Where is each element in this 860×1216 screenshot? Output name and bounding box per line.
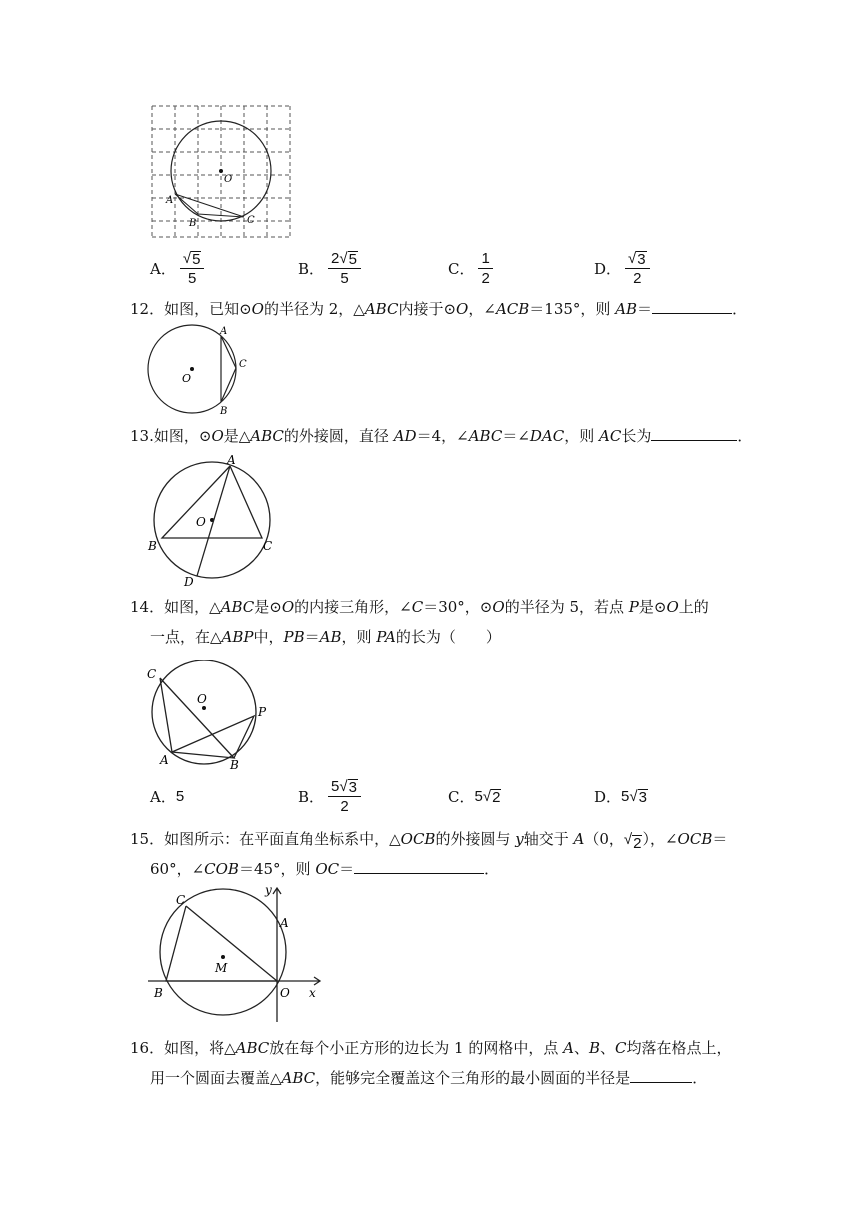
q15-label-O: O xyxy=(280,986,290,1000)
q14-label-B: B xyxy=(230,758,239,772)
q11-option-a[interactable] xyxy=(150,250,204,287)
q15-label-B: B xyxy=(154,986,163,1000)
q15-answer-blank[interactable] xyxy=(354,859,484,874)
q14-stem-line2: 一点，在△ABP中，PB＝AB，则 PA的长为（ ） xyxy=(150,628,501,646)
q11-option-b[interactable] xyxy=(298,250,361,287)
q14-option-b[interactable] xyxy=(298,778,361,815)
q14-option-b-frac: 5 √ 3 2 xyxy=(328,778,361,815)
q11-option-b-frac: 2 √ 5 5 xyxy=(328,250,361,287)
q14-label-C: C xyxy=(147,667,157,681)
q13-label-D: D xyxy=(184,575,194,589)
q15-label-M: M xyxy=(215,961,228,975)
q14-option-a-letter: A． xyxy=(150,788,176,806)
q15-label-A: A xyxy=(280,916,289,930)
q15-stem-line2: 60°，∠COB＝45°，则 OC＝ ． xyxy=(150,860,500,878)
q15-label-C: C xyxy=(176,893,186,907)
q13-stem: 13.如图，⊙O是△ABC的外接圆，直径 AD＝4，∠ABC＝∠DAC，则 AC长为 ． xyxy=(130,427,753,445)
q11-label-A: A xyxy=(166,195,174,206)
q16-stem-line2: 用一个圆面去覆盖△ABC，能够完全覆盖这个三角形的最小圆面的半径是 ． xyxy=(150,1069,708,1087)
q16-answer-blank[interactable] xyxy=(630,1068,692,1083)
q14-label-P: P xyxy=(258,705,267,719)
q11-option-b-letter: B． xyxy=(298,260,325,278)
q11-option-d[interactable] xyxy=(594,250,650,287)
q11-option-a-frac: √ 5 5 xyxy=(180,250,205,287)
q13-label-O: O xyxy=(196,515,206,529)
q14-option-a[interactable] xyxy=(150,786,184,807)
q15-stem-line1: 15．如图所示：在平面直角坐标系中，△OCB的外接圆与 y轴交于 A（0， √ 2 ），∠OCB＝ xyxy=(130,830,728,852)
q13-figure xyxy=(142,450,282,590)
q13-label-A: A xyxy=(227,453,236,467)
q12-label-A: A xyxy=(220,326,228,337)
q15-label-y: y xyxy=(265,883,272,897)
q13-label-C: C xyxy=(263,539,273,553)
q13-answer-blank[interactable] xyxy=(651,426,737,441)
q12-figure xyxy=(146,322,256,418)
q14-figure xyxy=(142,660,282,772)
q14-stem-line1: 14．如图，△ABC是⊙O的内接三角形，∠C＝30°，⊙O的半径为 5，若点 P是⊙O上的 xyxy=(130,598,709,616)
q11-label-O: O xyxy=(224,174,233,185)
q12-label-B: B xyxy=(220,406,228,417)
q14-label-A: A xyxy=(160,753,169,767)
q12-answer-blank[interactable] xyxy=(652,299,732,314)
q11-option-d-letter: D． xyxy=(594,260,622,278)
q11-option-d-frac: √ 3 2 xyxy=(625,250,650,287)
q12-stem: 12．如图，已知⊙O的半径为 2，△ABC内接于⊙O，∠ACB＝135°，则 AB＝ ． xyxy=(130,300,748,318)
q13-label-B: B xyxy=(148,539,157,553)
q12-label-C: C xyxy=(239,359,247,370)
q11-grid-figure xyxy=(146,100,296,240)
q11-option-c[interactable] xyxy=(448,250,493,287)
q12-label-O: O xyxy=(182,372,192,385)
q15-label-x: x xyxy=(309,986,316,1000)
q11-option-a-letter: A． xyxy=(150,260,176,278)
q14-option-a-value: 5 xyxy=(175,788,185,805)
q14-option-c-letter: C． xyxy=(448,788,475,806)
q11-label-B: B xyxy=(189,218,197,229)
q11-label-C: C xyxy=(247,215,255,226)
q15-figure xyxy=(144,882,334,1027)
q11-option-c-letter: C． xyxy=(448,260,475,278)
q16-stem-line1: 16．如图，将△ABC放在每个小正方形的边长为 1 的网格中，点 A、B、C均落在格点上， xyxy=(130,1039,732,1057)
q11-option-c-frac: $\frac{1}{2}$ xyxy=(478,250,492,287)
q14-option-d-letter: D． xyxy=(594,788,622,806)
q14-option-c[interactable]: C． 5 √ 2 xyxy=(448,788,501,806)
q14-label-O: O xyxy=(197,692,207,706)
q14-option-b-letter: B． xyxy=(298,788,325,806)
q14-option-d[interactable]: D． 5 √ 3 xyxy=(594,788,647,806)
